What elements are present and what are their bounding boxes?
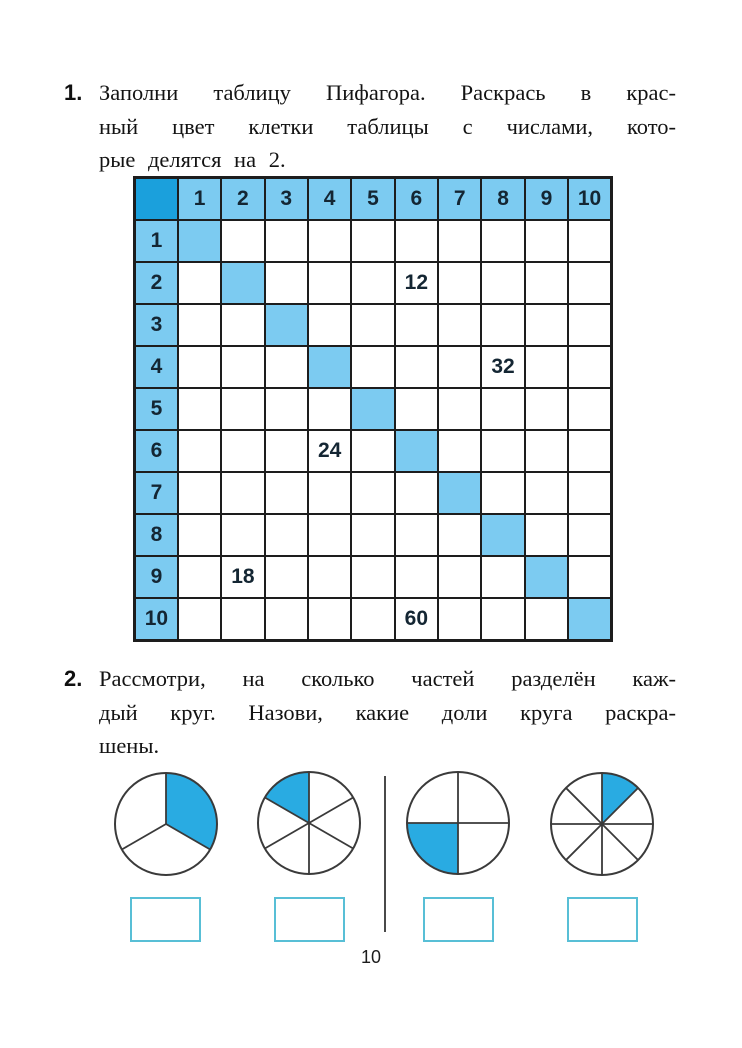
- table-cell-6-7[interactable]: [438, 430, 481, 472]
- task2-number: 2.: [64, 666, 83, 691]
- table-cell-1-9[interactable]: [525, 220, 568, 262]
- table-cell-1-3[interactable]: [265, 220, 308, 262]
- table-corner-cell: [135, 178, 178, 221]
- table-cell-6-10[interactable]: [568, 430, 611, 472]
- col-header-1: 1: [178, 178, 221, 221]
- table-cell-10-9[interactable]: [525, 598, 568, 641]
- table-cell-6-2[interactable]: [221, 430, 264, 472]
- table-cell-8-2[interactable]: [221, 514, 264, 556]
- table-cell-5-8[interactable]: [481, 388, 524, 430]
- table-cell-1-1[interactable]: [178, 220, 221, 262]
- table-cell-9-1[interactable]: [178, 556, 221, 598]
- table-cell-10-6[interactable]: 60: [395, 598, 438, 641]
- row-header-1: 1: [135, 220, 178, 262]
- table-cell-6-1[interactable]: [178, 430, 221, 472]
- table-cell-7-1[interactable]: [178, 472, 221, 514]
- table-cell-9-6[interactable]: [395, 556, 438, 598]
- task1-text: [99, 76, 676, 177]
- table-cell-2-10[interactable]: [568, 262, 611, 304]
- row-header-2: 2: [135, 262, 178, 304]
- task2-text-line2: дый круг. Назови, какие доли круга раскра-: [99, 699, 676, 725]
- table-cell-2-5[interactable]: [351, 262, 394, 304]
- table-cell-3-3[interactable]: [265, 304, 308, 346]
- row-header-10: 10: [135, 598, 178, 641]
- table-cell-4-2[interactable]: [221, 346, 264, 388]
- table-cell-1-4[interactable]: [308, 220, 351, 262]
- task2-text-line3: шены.: [99, 733, 160, 758]
- row-header-4: 4: [135, 346, 178, 388]
- table-cell-10-4[interactable]: [308, 598, 351, 641]
- table-cell-4-8[interactable]: 32: [481, 346, 524, 388]
- sector-line: [566, 824, 602, 860]
- table-cell-6-9[interactable]: [525, 430, 568, 472]
- col-header-7: 7: [438, 178, 481, 221]
- table-cell-2-8[interactable]: [481, 262, 524, 304]
- table-cell-8-8[interactable]: [481, 514, 524, 556]
- table-cell-8-1[interactable]: [178, 514, 221, 556]
- table-cell-9-8[interactable]: [481, 556, 524, 598]
- row-header-5: 5: [135, 388, 178, 430]
- row-header-9: 9: [135, 556, 178, 598]
- table-cell-6-4[interactable]: 24: [308, 430, 351, 472]
- table-cell-10-5[interactable]: [351, 598, 394, 641]
- table-cell-5-5[interactable]: [351, 388, 394, 430]
- table-cell-5-10[interactable]: [568, 388, 611, 430]
- table-cell-5-4[interactable]: [308, 388, 351, 430]
- table-cell-2-6[interactable]: 12: [395, 262, 438, 304]
- col-header-9: 9: [525, 178, 568, 221]
- table-cell-1-6[interactable]: [395, 220, 438, 262]
- table-cell-3-5[interactable]: [351, 304, 394, 346]
- col-header-4: 4: [308, 178, 351, 221]
- table-cell-1-2[interactable]: [221, 220, 264, 262]
- table-cell-2-9[interactable]: [525, 262, 568, 304]
- sector-line: [265, 823, 309, 849]
- table-cell-10-7[interactable]: [438, 598, 481, 641]
- table-cell-6-5[interactable]: [351, 430, 394, 472]
- table-cell-2-2[interactable]: [221, 262, 264, 304]
- table-cell-4-6[interactable]: [395, 346, 438, 388]
- answer-box-2[interactable]: [274, 897, 345, 942]
- task-1: [64, 76, 676, 177]
- circle-4-parts-figure: [403, 768, 513, 878]
- table-cell-9-2[interactable]: 18: [221, 556, 264, 598]
- table-cell-4-3[interactable]: [265, 346, 308, 388]
- row-header-7: 7: [135, 472, 178, 514]
- circle-figure-2: [254, 768, 364, 878]
- table-cell-6-3[interactable]: [265, 430, 308, 472]
- sector-line: [566, 788, 602, 824]
- table-cell-8-4[interactable]: [308, 514, 351, 556]
- table-cell-6-6[interactable]: [395, 430, 438, 472]
- table-cell-10-10[interactable]: [568, 598, 611, 641]
- table-cell-3-1[interactable]: [178, 304, 221, 346]
- task2-text-line1: Рассмотри, на сколько частей разделён каж-: [99, 666, 676, 691]
- table-cell-5-1[interactable]: [178, 388, 221, 430]
- table-cell-7-7[interactable]: [438, 472, 481, 514]
- col-header-6: 6: [395, 178, 438, 221]
- table-cell-4-10[interactable]: [568, 346, 611, 388]
- table-cell-1-8[interactable]: [481, 220, 524, 262]
- table-cell-9-5[interactable]: [351, 556, 394, 598]
- table-cell-5-3[interactable]: [265, 388, 308, 430]
- table-cell-1-7[interactable]: [438, 220, 481, 262]
- circle-figure-4: [547, 769, 657, 879]
- table-cell-10-2[interactable]: [221, 598, 264, 641]
- table-cell-2-7[interactable]: [438, 262, 481, 304]
- shaded-sector: [602, 773, 638, 824]
- table-cell-3-9[interactable]: [525, 304, 568, 346]
- shaded-sector: [265, 772, 309, 823]
- table-cell-9-9[interactable]: [525, 556, 568, 598]
- table-cell-5-6[interactable]: [395, 388, 438, 430]
- vertical-divider-line: [384, 776, 386, 932]
- table-cell-7-5[interactable]: [351, 472, 394, 514]
- table-cell-8-3[interactable]: [265, 514, 308, 556]
- sector-line: [309, 823, 353, 849]
- table-cell-7-6[interactable]: [395, 472, 438, 514]
- col-header-3: 3: [265, 178, 308, 221]
- task-2: [64, 662, 676, 763]
- table-cell-4-7[interactable]: [438, 346, 481, 388]
- table-cell-7-4[interactable]: [308, 472, 351, 514]
- table-cell-6-8[interactable]: [481, 430, 524, 472]
- table-cell-7-9[interactable]: [525, 472, 568, 514]
- row-header-8: 8: [135, 514, 178, 556]
- table-cell-10-8[interactable]: [481, 598, 524, 641]
- col-header-10: 10: [568, 178, 611, 221]
- table-cell-8-7[interactable]: [438, 514, 481, 556]
- table-cell-4-1[interactable]: [178, 346, 221, 388]
- table-cell-9-3[interactable]: [265, 556, 308, 598]
- table-cell-3-6[interactable]: [395, 304, 438, 346]
- table-cell-8-9[interactable]: [525, 514, 568, 556]
- task1-text-line1: Заполни таблицу Пифагора. Раскрась в крас-: [99, 80, 676, 105]
- table-cell-3-8[interactable]: [481, 304, 524, 346]
- col-header-5: 5: [351, 178, 394, 221]
- table-cell-1-10[interactable]: [568, 220, 611, 262]
- sector-line: [122, 824, 166, 850]
- row-header-6: 6: [135, 430, 178, 472]
- circle-8-parts-figure: [547, 769, 657, 879]
- table-cell-3-7[interactable]: [438, 304, 481, 346]
- table-cell-1-5[interactable]: [351, 220, 394, 262]
- table-cell-5-7[interactable]: [438, 388, 481, 430]
- table-cell-2-3[interactable]: [265, 262, 308, 304]
- task1-text-line2: ный цвет клетки таблицы с числами, кото-: [99, 113, 676, 139]
- sector-line: [602, 824, 638, 860]
- task2-text: [99, 662, 676, 763]
- sector-line: [309, 798, 353, 824]
- table-cell-8-5[interactable]: [351, 514, 394, 556]
- task1-number: 1.: [64, 80, 83, 105]
- circle-figure-1: [111, 769, 221, 879]
- table-cell-5-2[interactable]: [221, 388, 264, 430]
- table-cell-4-4[interactable]: [308, 346, 351, 388]
- page-number: 10: [360, 947, 382, 967]
- table-cell-4-9[interactable]: [525, 346, 568, 388]
- table-cell-9-4[interactable]: [308, 556, 351, 598]
- circle-6-parts-figure: [254, 768, 364, 878]
- table-cell-2-4[interactable]: [308, 262, 351, 304]
- table-cell-9-10[interactable]: [568, 556, 611, 598]
- answer-box-1[interactable]: [130, 897, 201, 942]
- answer-box-4[interactable]: [567, 897, 638, 942]
- col-header-8: 8: [481, 178, 524, 221]
- table-cell-3-2[interactable]: [221, 304, 264, 346]
- table-cell-5-9[interactable]: [525, 388, 568, 430]
- table-cell-8-10[interactable]: [568, 514, 611, 556]
- col-header-2: 2: [221, 178, 264, 221]
- circle-3-parts-figure: [111, 769, 221, 879]
- circle-figure-3: [403, 768, 513, 878]
- table-cell-7-10[interactable]: [568, 472, 611, 514]
- table-cell-7-2[interactable]: [221, 472, 264, 514]
- table-cell-2-1[interactable]: [178, 262, 221, 304]
- table-cell-3-4[interactable]: [308, 304, 351, 346]
- table-cell-9-7[interactable]: [438, 556, 481, 598]
- row-header-3: 3: [135, 304, 178, 346]
- task1-text-line3: рые делятся на 2.: [99, 147, 286, 172]
- answer-box-3[interactable]: [423, 897, 494, 942]
- table-cell-7-3[interactable]: [265, 472, 308, 514]
- table-cell-7-8[interactable]: [481, 472, 524, 514]
- pythagoras-table: [133, 176, 613, 642]
- table-cell-3-10[interactable]: [568, 304, 611, 346]
- table-cell-4-5[interactable]: [351, 346, 394, 388]
- table-cell-8-6[interactable]: [395, 514, 438, 556]
- table-cell-10-1[interactable]: [178, 598, 221, 641]
- table-cell-10-3[interactable]: [265, 598, 308, 641]
